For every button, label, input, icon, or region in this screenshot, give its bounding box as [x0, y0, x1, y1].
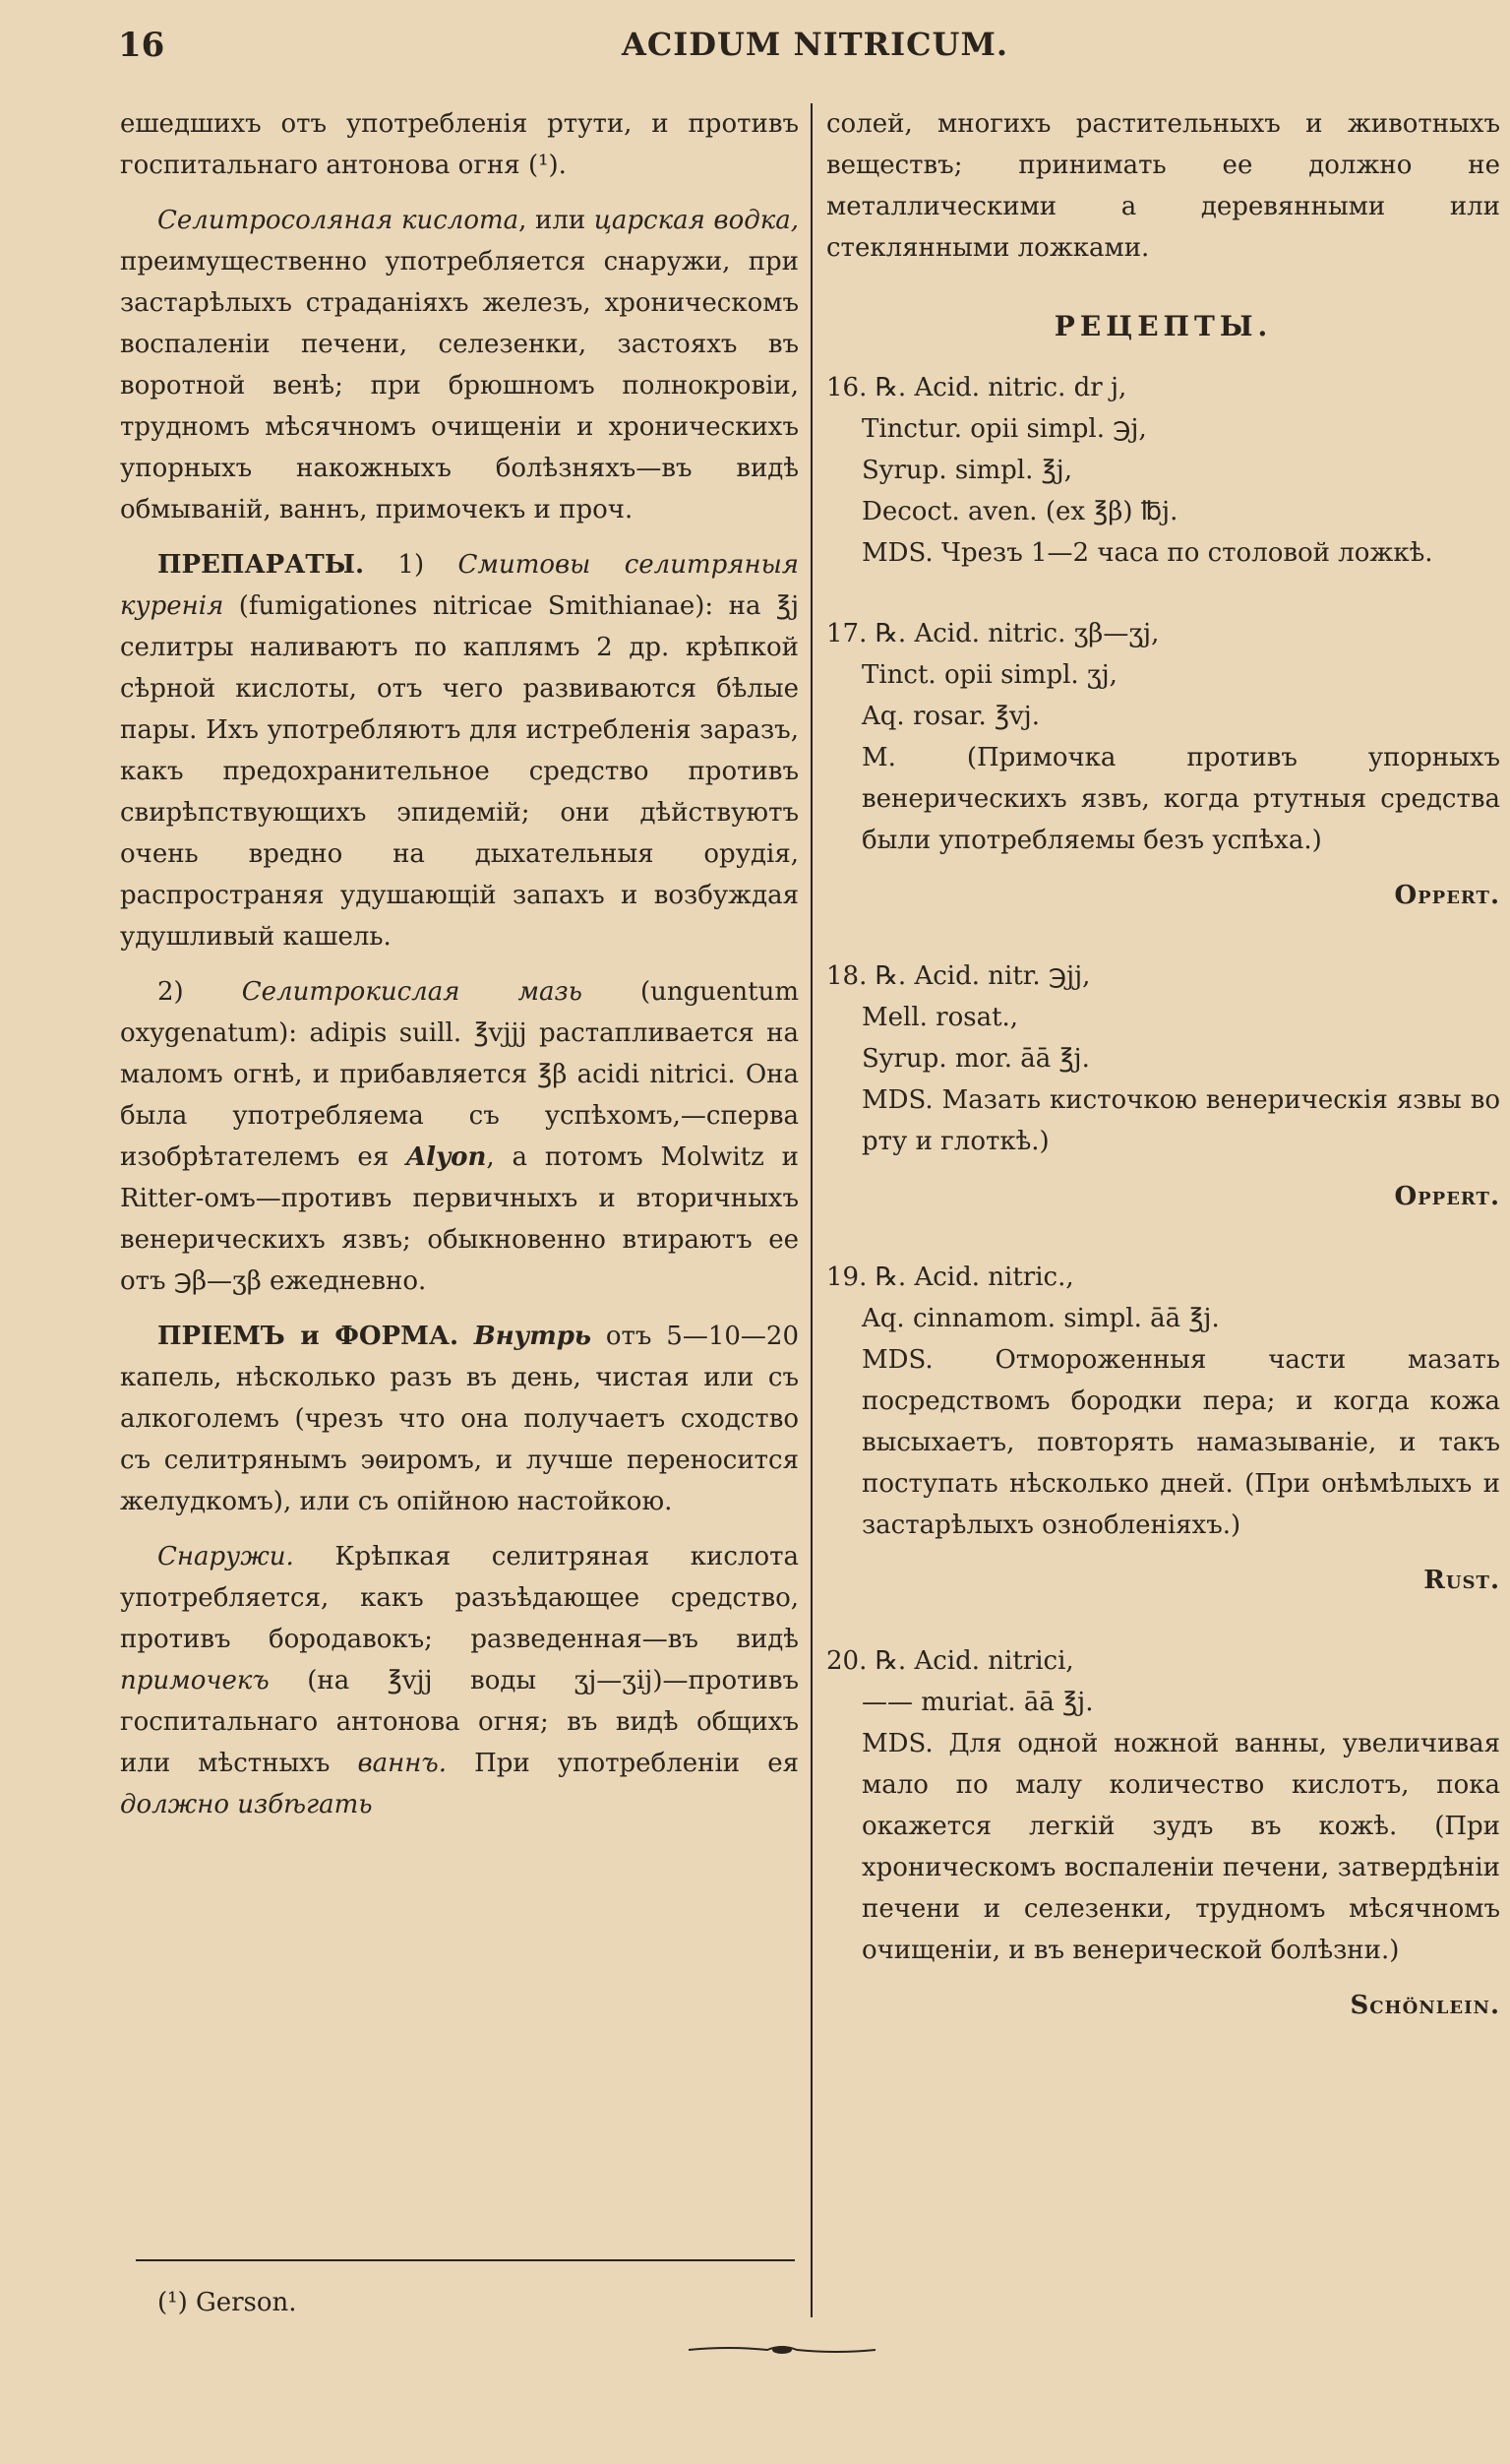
recipes-heading: РЕЦЕПТЫ.	[1054, 310, 1273, 342]
section-heading: ПРЕПАРАТЫ.	[157, 550, 365, 580]
recipe-17	[826, 613, 1500, 916]
recipe-20	[826, 1640, 1500, 2026]
term: Смитовы селитряныя куренія	[120, 550, 799, 621]
recipe-instruction: MDS. Чрезъ 1—2 часа по столовой ложкѣ.	[862, 538, 1433, 568]
text: преимущественно употребляется снаружи, при застарѣлыхъ страданіяхъ железъ, хроническомъ воспаленіи печени, селезенки, застояхъ въ воротной венѣ; при брюшномъ полнокровіи, трудномъ мѣсячномъ очищеніи и хроническихъ упорныхъ накожныхъ болѣзняхъ—въ видѣ обмываній, ваннъ, примочекъ и проч.	[120, 247, 799, 524]
recipe-16	[826, 367, 1500, 574]
recipe-line: 18. ℞. Acid. nitr. ℈jj,	[826, 961, 1091, 991]
term: Снаружи.	[157, 1542, 294, 1571]
running-header: ACIDUM NITRICUM.	[622, 26, 1009, 63]
recipe-line: 16. ℞. Acid. nitric. dr j,	[826, 373, 1127, 402]
term: царская водка,	[593, 206, 799, 235]
term: Селитросоляная кислота	[157, 206, 519, 235]
text: 2)	[157, 977, 242, 1007]
ornament-divider-icon	[689, 2342, 876, 2358]
text: , а потомъ Molwitz и Ritter-омъ—противъ первичныхъ и вторичныхъ венерическихъ язвъ; обыкновенно втираютъ ее отъ ℈β—ʒβ ежедневно.	[120, 1142, 799, 1296]
text: Крѣпкая селитряная кислота употребляется, какъ разъѣдающее средство, противъ бородавокъ; разведенная—въ видѣ	[120, 1542, 799, 1654]
recipe-18	[826, 955, 1500, 1217]
footnote: (¹) Gerson.	[157, 2288, 297, 2317]
text: При употребленіи ея	[446, 1749, 799, 1778]
paragraph-dosage	[120, 1316, 799, 1522]
text: 1)	[364, 550, 458, 580]
text: (fumigationes nitricae Smithianae): на ℥j селитры наливаютъ по каплямъ 2 др. крѣпкой сѣрной кислоты, отъ чего развиваются бѣлые пары. Ихъ употребляютъ для истребленія заразъ, какъ предохранительное средство противъ свирѣпствующихъ эпидемій; они дѣйствуютъ очень вредно на дыхательныя орудія, распространяя удушающій запахъ и возбуждая удушливый кашель.	[120, 591, 799, 952]
recipe-line: 20. ℞. Acid. nitrici,	[826, 1646, 1074, 1676]
recipe-line: Tinct. opii simpl. ʒj,	[862, 660, 1117, 690]
paragraph-ointment	[120, 971, 799, 1302]
term: примочекъ	[120, 1666, 270, 1695]
recipe-instruction: MDS. Для одной ножной ванны, увеличивая мало по малу количество кислотъ, пока окажется легкій зудъ въ кожѣ. (При хроническомъ воспаленіи печени, затвердѣніи печени и селезенки, трудномъ мѣсячномъ очищеніи, и въ венерической болѣзни.)	[862, 1729, 1500, 1965]
recipe-19	[826, 1257, 1500, 1601]
recipe-instruction: MDS. Отмороженныя части мазать посредствомъ бородки пера; и когда кожа высыхаетъ, повторять намазываніе, и такъ поступать нѣсколько дней. (При онѣмѣлыхъ и застарѣлыхъ ознобленіяхъ.)	[862, 1345, 1500, 1540]
recipe-line: Mell. rosat.,	[862, 1003, 1019, 1032]
recipe-line: —— muriat. āā ℥j.	[862, 1688, 1094, 1717]
recipe-line: 17. ℞. Acid. nitric. ʒβ—ʒj,	[826, 619, 1160, 648]
recipe-line: Syrup. simpl. ℥j,	[862, 456, 1072, 485]
person-name: Alyon	[405, 1142, 487, 1172]
paragraph-preparations	[120, 544, 799, 957]
footnote-rule	[136, 2259, 795, 2261]
term: ваннъ.	[357, 1749, 447, 1778]
term: Селитрокислая мазь	[241, 977, 582, 1007]
paragraph-continuation: солей, многихъ растительныхъ и животныхъ веществъ; принимать ее должно не металлическими а деревянными или стеклянными ложками.	[826, 109, 1500, 263]
recipe-line: Tinctur. opii simpl. ℈j,	[862, 414, 1147, 444]
paragraph-external	[120, 1536, 799, 1825]
text: (на ℥vjj воды ʒj—ʒij)—противъ госпитальнаго антонова огня; въ видѣ общихъ или мѣстныхъ	[120, 1666, 799, 1778]
text: отъ 5—10—20 капель, нѣсколько разъ въ день, чистая или съ алкоголемъ (чрезъ что она получаетъ сходство съ селитрянымъ эѳиромъ, и лучше переносится желудкомъ), или съ опійною настойкою.	[120, 1322, 799, 1516]
column-divider	[811, 103, 813, 2317]
recipe-author: Oppert.	[1394, 1182, 1500, 1211]
recipe-author: Oppert.	[1394, 881, 1500, 910]
recipe-instruction: MDS. Мазать кисточкою венерическія язвы во рту и глоткѣ.)	[862, 1085, 1500, 1156]
text: (unguentum oxygenatum): adipis suill. ℥vjjj растапливается на маломъ огнѣ, и прибавляется ℥β acidi nitrici. Она была употребляема съ успѣхомъ,—сперва изобрѣтателемъ ея	[120, 977, 799, 1172]
recipe-line: Syrup. mor. āā ℥j.	[862, 1044, 1090, 1074]
page-number: 16	[118, 26, 165, 65]
paragraph-aqua-regia	[120, 200, 799, 530]
right-column	[826, 103, 1500, 2065]
recipe-line: Decoct. aven. (ex ℥β) ℔j.	[862, 497, 1178, 526]
text: , или	[518, 206, 586, 235]
recipe-line: 19. ℞. Acid. nitric.,	[826, 1263, 1074, 1292]
recipe-author: Schönlein.	[1350, 1991, 1500, 2020]
term: Внутрь	[458, 1322, 592, 1351]
recipe-author: Rust.	[1423, 1566, 1500, 1595]
section-heading: ПРІЕМЪ и ФОРМА.	[157, 1322, 459, 1351]
paragraph-continuation: ешедшихъ отъ употребленія ртути, и противъ госпитальнаго антонова огня (¹).	[120, 109, 799, 180]
recipe-line: Aq. rosar. ℥vj.	[862, 702, 1041, 731]
term: должно избѣгать	[120, 1790, 373, 1819]
recipe-line: Aq. cinnamom. simpl. āā ℥j.	[862, 1304, 1220, 1333]
left-column	[120, 103, 799, 1839]
recipe-instruction: M. (Примочка противъ упорныхъ венерическихъ язвъ, когда ртутныя средства были употребляемы безъ успѣха.)	[862, 743, 1500, 855]
